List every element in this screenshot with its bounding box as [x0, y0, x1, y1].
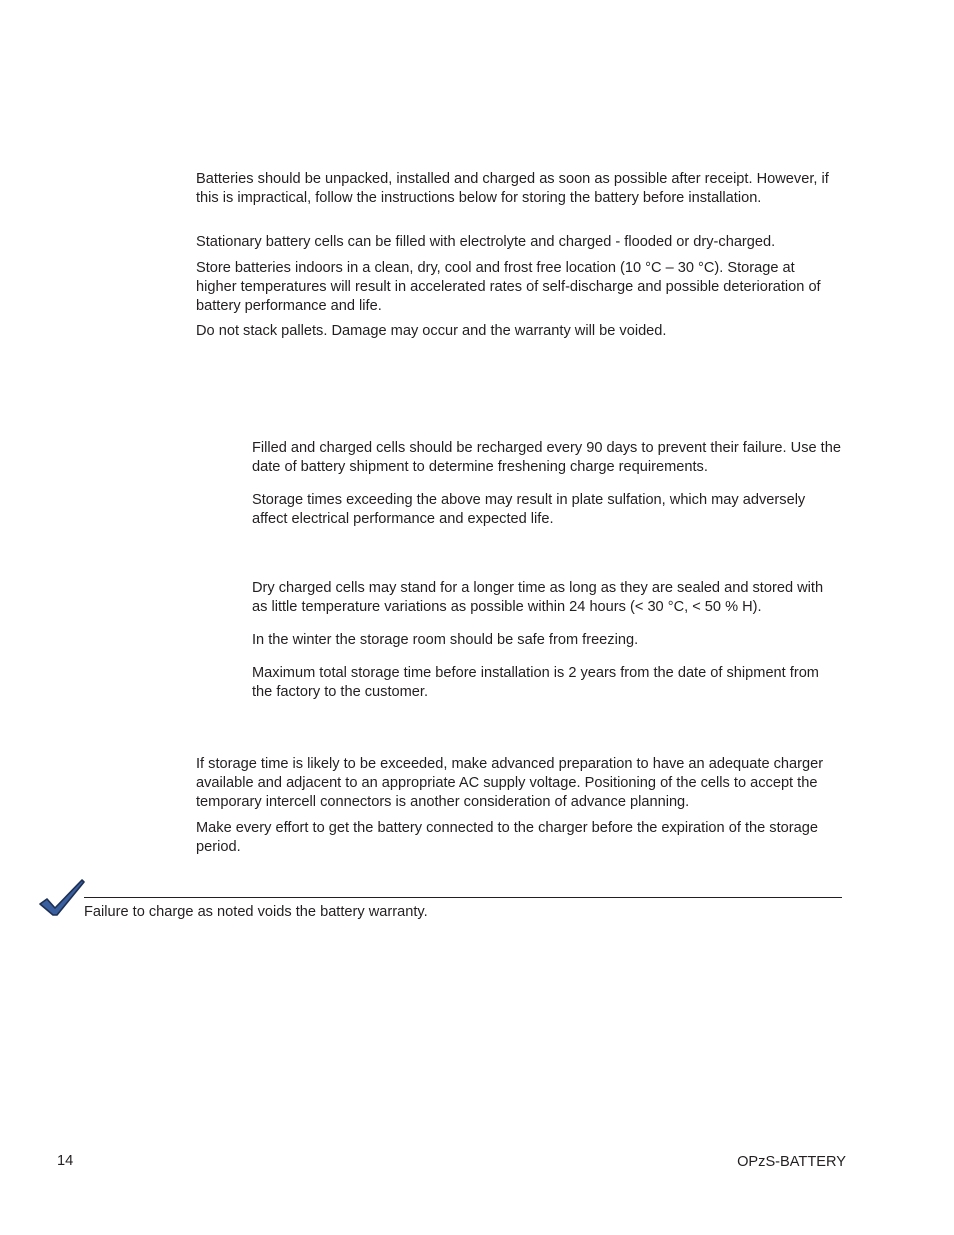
note-divider — [84, 897, 842, 898]
intro-paragraph-filling: Stationary battery cells can be filled with electrolyte and charged - flooded or dry-charged. — [196, 234, 776, 250]
dry-cells-standing-paragraph: Dry charged cells may stand for a longer time as long as they are sealed and stored with as little temperature variations as possible within 24 hours (< 30 °C, < 50 % H). — [252, 580, 824, 615]
preparation-connect-paragraph: Make every effort to get the battery connected to the charger before the expiration of the storage period. — [196, 820, 818, 855]
warranty-note: Failure to charge as noted voids the battery warranty. — [84, 904, 428, 920]
page-number: 14 — [57, 1153, 74, 1169]
preparation-charger-paragraph: If storage time is likely to be exceeded, make advanced preparation to have an adequate charger available and adjacent to an appropriate AC supply voltage. Positioning of the cells to accept the temporary intercell connectors is another consideration of advance planning. — [196, 756, 824, 810]
intro-paragraph-unpack: Batteries should be unpacked, installed and charged as soon as possible after receipt. However, if this is impractical, follow the instructions below for storing the battery before installation. — [196, 171, 829, 206]
checkmark-icon — [38, 878, 86, 918]
intro-paragraph-pallets: Do not stack pallets. Damage may occur and the warranty will be voided. — [196, 323, 667, 339]
filled-cells-recharge-paragraph: Filled and charged cells should be recharged every 90 days to prevent their failure. Use the date of battery shipment to determine freshening charge requirements. — [252, 440, 841, 475]
filled-cells-sulfation-paragraph: Storage times exceeding the above may result in plate sulfation, which may adversely affect electrical performance and expected life. — [252, 492, 806, 527]
intro-paragraph-storage-location: Store batteries indoors in a clean, dry, cool and frost free location (10 °C – 30 °C). Storage at higher temperatures will result in accelerated rates of self-discharge and possible deterioration of battery performance and life. — [196, 260, 821, 314]
document-title: OPzS-BATTERY — [737, 1154, 846, 1170]
dry-cells-winter-paragraph: In the winter the storage room should be safe from freezing. — [252, 632, 639, 648]
dry-cells-max-storage-paragraph: Maximum total storage time before installation is 2 years from the date of shipment from the factory to the customer. — [252, 665, 819, 700]
